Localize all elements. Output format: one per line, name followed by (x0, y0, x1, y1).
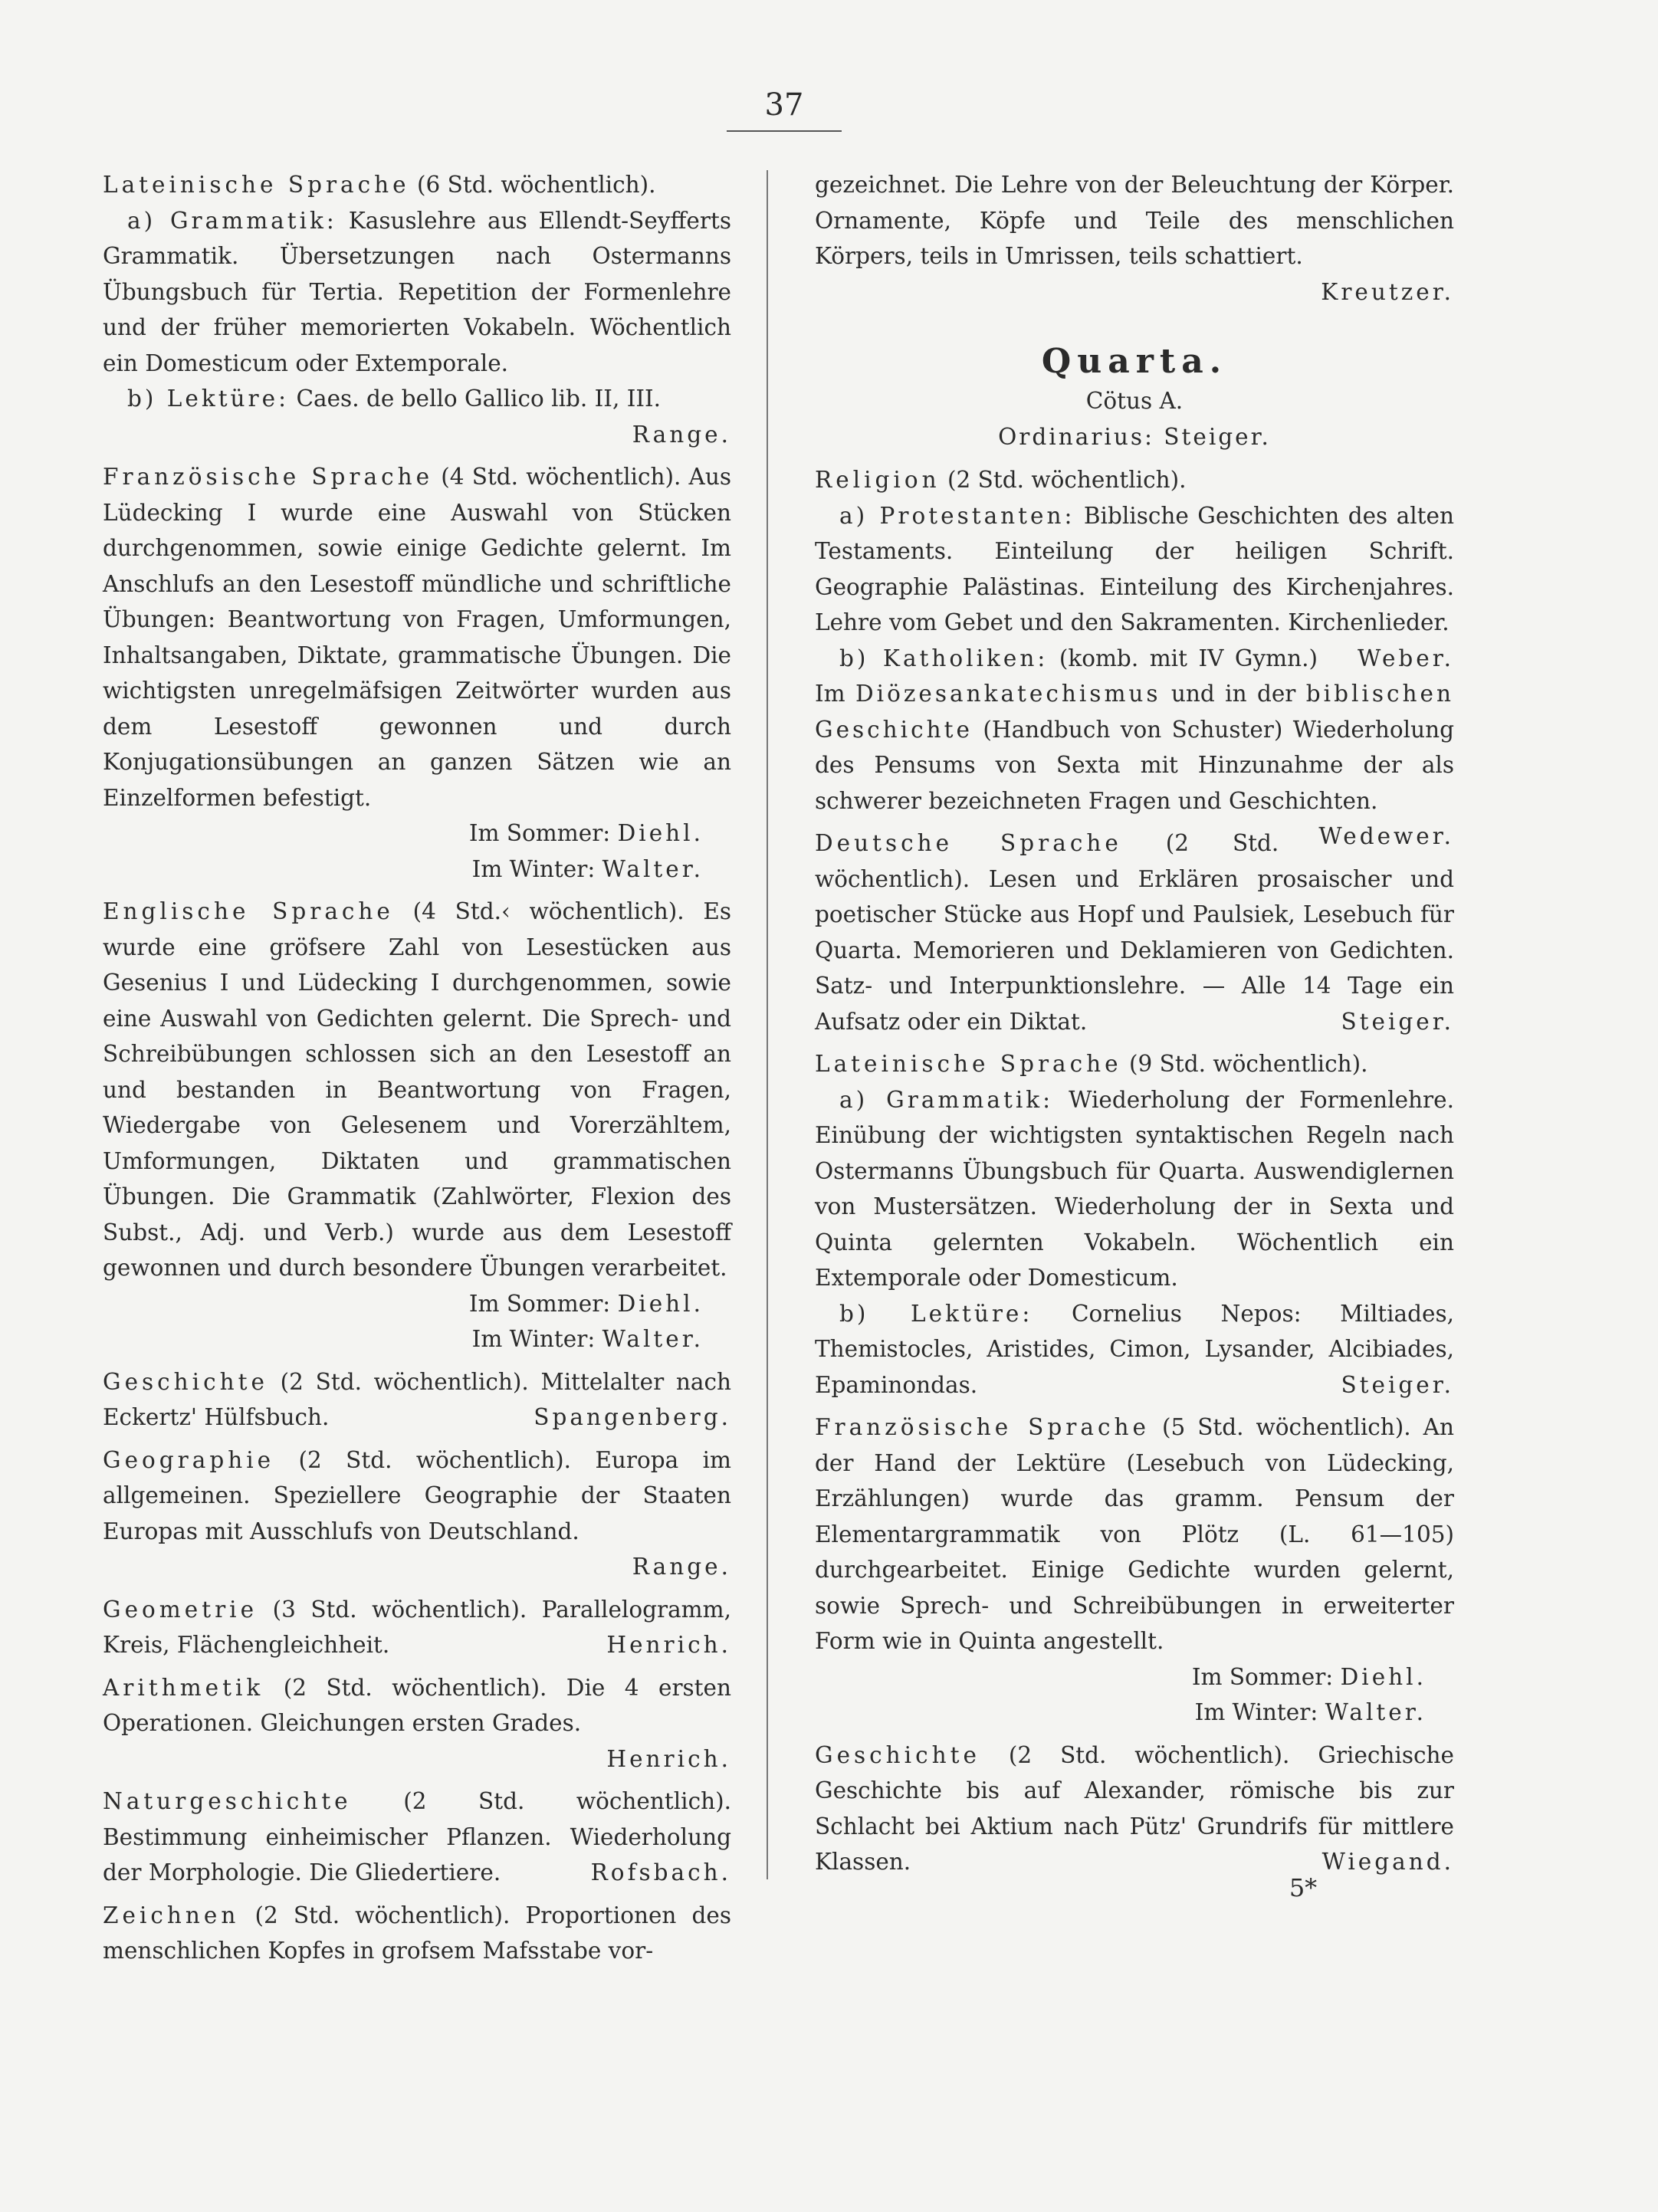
history-teacher: Spangenberg. (534, 1404, 731, 1430)
german-teacher: Steiger. (1341, 1008, 1454, 1035)
section-subtitle: Cötus A. (1085, 388, 1184, 414)
religion-b-text-2: und in der (1170, 681, 1296, 707)
latin-a-label: a) Grammatik: (127, 207, 337, 234)
french-text: (4 Std. wöchentlich). Aus Lüdecking I wurde eine Auswahl von Stücken durchgenommen, sowie einige Gedichte gelernt. Im Anschlufs an den Lesestoff mündliche und schriftliche Übungen: Beantwortung von Fragen, Umformungen, Inhaltsangaben, Diktate, grammatische Übungen. Die wichtigsten unregelmäfsigen Zeitwörter wurden aus dem Lesestoff gewonnen und durch Konjugationsübungen an ganzen Sätzen wie an Einzelformen befestigt. (103, 464, 731, 811)
geography-section (103, 1442, 731, 1585)
latin-b-label: b) Lektüre: (127, 386, 290, 412)
left-column (103, 167, 731, 1976)
french-summer: Im Sommer: Diehl. (468, 820, 704, 846)
page-number: 37 (764, 87, 804, 123)
geography-teacher: Range. (632, 1554, 731, 1580)
english-summer: Im Sommer: Diehl. (468, 1290, 704, 1317)
religion-a-label: a) Protestanten: (839, 502, 1075, 529)
french-quarta-section (815, 1410, 1454, 1731)
history-quarta-heading: Geschichte (815, 1741, 980, 1768)
latin-heading: Lateinische Sprache (103, 172, 410, 198)
french-quarta-summer: Im Sommer: Diehl. (1191, 1663, 1427, 1690)
religion-heading: Religion (815, 467, 941, 493)
drawing-heading: Zeichnen (103, 1902, 240, 1928)
religion-b-text-1: (komb. mit IV Gymn.) Im (815, 645, 1318, 707)
religion-a-teacher: Weber. (1358, 645, 1454, 671)
section-ordinarius: Ordinarius: Steiger. (998, 423, 1271, 450)
religion-b-bible-history: biblischen Geschichte (815, 681, 1454, 743)
religion-b-catechism: Diözesankatechismus (855, 681, 1161, 707)
drawing-text: (2 Std. wöchentlich). Proportionen des menschlichen Kopfes in grofsem Mafsstabe vor- (103, 1902, 731, 1964)
english-heading: Englische Sprache (103, 898, 394, 924)
signature-mark: 5* (1289, 1873, 1318, 1902)
religion-hours: (2 Std. wöchentlich). (947, 467, 1187, 493)
latin-b-text: Caes. de bello Gallico lib. II, III. (296, 386, 662, 412)
german-section (815, 825, 1454, 1039)
geometry-teacher: Henrich. (606, 1632, 731, 1658)
drawing-continued (815, 167, 1454, 310)
arithmetic-teacher: Henrich. (606, 1745, 731, 1772)
right-column (815, 167, 1454, 1887)
latin-section (103, 167, 731, 452)
history-quarta-teacher: Wiegand. (1321, 1849, 1454, 1875)
german-heading: Deutsche Sprache (815, 830, 1122, 856)
history-section (103, 1364, 731, 1436)
latin-quarta-b-label: b) Lektüre: (839, 1300, 1033, 1327)
latin-a-text: Kasuslehre aus Ellendt-Seyfferts Grammatik. Übersetzungen nach Ostermanns Übungsbuch für Tertia. Repetition der Formenlehre und der früher memorierten Vokabeln. Wöchentlich ein Domesticum oder Extemporale. (103, 207, 731, 376)
latin-quarta-hours: (9 Std. wöchentlich). (1129, 1051, 1368, 1077)
arithmetic-heading: Arithmetik (103, 1674, 264, 1701)
english-text: (4 Std.‹ wöchentlich). Es wurde eine gröfsere Zahl von Lesestücken aus Gesenius I und Lüdecking I durchgenommen, sowie eine Auswahl von Gedichten gelernt. Die Sprech- und Schreibübungen schlossen sich an den Lesestoff an und bestanden in Beantwortung von Fragen, Wiedergabe von Gelesenem und Vorerzähltem, Umformungen, Diktaten und grammatischen Übungen. Die Grammatik (Zahlwörter, Flexion des Subst., Adj. und Verb.) wurde aus dem Lesestoff gewonnen und durch besondere Übungen verarbeitet. (103, 898, 732, 1281)
geometry-heading: Geometrie (103, 1596, 258, 1623)
english-section (103, 894, 731, 1357)
natural-history-section (103, 1784, 731, 1891)
religion-b-label: b) Katholiken: (839, 645, 1049, 671)
latin-quarta-teacher: Steiger. (1341, 1371, 1454, 1398)
geometry-section (103, 1592, 731, 1663)
history-heading: Geschichte (103, 1368, 268, 1395)
latin-quarta-a-label: a) Grammatik: (839, 1086, 1054, 1113)
french-section (103, 459, 731, 887)
drawing-teacher: Kreutzer. (1321, 278, 1454, 305)
column-divider (767, 170, 768, 1879)
geography-heading: Geographie (103, 1446, 275, 1473)
french-heading: Französische Sprache (103, 464, 434, 490)
natural-history-text: (2 Std. wöchentlich). Bestimmung einheimischer Pflanzen. Wiederholung der Morphologie. Die Gliedertiere. (103, 1788, 731, 1885)
french-quarta-heading: Französische Sprache (815, 1414, 1150, 1440)
history-quarta-section (815, 1738, 1454, 1880)
french-quarta-text: (5 Std. wöchentlich). An der Hand der Lektüre (Lesebuch von Lüdecking, Erzählungen) wurde das gramm. Pensum der Elementargrammatik von Plötz (L. 61—105) durchgearbeitet. Einige Gedichte wurden gelernt, sowie Sprech- und Schreibübungen in erweiterter Form wie in Quinta angestellt. (815, 1414, 1454, 1654)
header-rule (727, 130, 842, 132)
history-quarta-text: (2 Std. wöchentlich). Griechische Geschichte bis auf Alexander, römische bis zur Schlacht bei Aktium nach Pütz' Grundrifs für mittlere Klassen. (815, 1741, 1454, 1875)
natural-history-teacher: Rofsbach. (590, 1859, 731, 1885)
religion-a-text: Biblische Geschichten des alten Testaments. Einteilung der heiligen Schrift. Geographie Palästinas. Einteilung des Kirchenjahres. Lehre vom Gebet und den Sakramenten. Kirchenlieder. (815, 502, 1454, 635)
latin-quarta-section (815, 1046, 1454, 1403)
natural-history-heading: Naturgeschichte (103, 1788, 352, 1814)
section-title: Quarta. (1041, 342, 1228, 381)
arithmetic-section (103, 1670, 731, 1777)
latin-quarta-a-text: Wiederholung der Formenlehre. Einübung der wichtigsten syntaktischen Regeln nach Ostermanns Übungsbuch für Quarta. Auswendiglernen von Mustersätzen. Wiederholung der in Sexta und Quinta gelernten Vokabeln. Wöchentlich ein Extemporale oder Domesticum. (815, 1086, 1454, 1291)
history-text: (2 Std. wöchentlich). Mittelalter nach Eckertz' Hülfsbuch. (103, 1368, 731, 1430)
latin-quarta-heading: Lateinische Sprache (815, 1051, 1122, 1077)
latin-teacher: Range. (632, 421, 731, 448)
religion-b-text-3: (Handbuch von Schuster) Wiederholung des Pensums von Sexta mit Hinzunahme der als schwerer bezeichneten Fragen und Geschichten. (815, 716, 1454, 814)
latin-hours: (6 Std. wöchentlich). (417, 172, 656, 198)
geometry-text: (3 Std. wöchentlich). Parallelogramm, Kreis, Flächengleichheit. (103, 1596, 731, 1658)
french-winter: Im Winter: Walter. (471, 855, 704, 882)
religion-b-teacher: Wedewer. (1318, 823, 1454, 849)
german-text: (2 Std. wöchentlich). Lesen und Erklären prosaischer und poetischer Stücke aus Hopf und Paulsiek, Lesebuch für Quarta. Memorieren und Deklamieren von Gedichten. Satz- und Interpunktionslehre. — Alle 14 Tage ein Aufsatz oder ein Diktat. (815, 830, 1454, 1035)
latin-quarta-b-text: Cornelius Nepos: Miltiades, Themistocles, Aristides, Cimon, Lysander, Alcibiades, Epaminondas. (815, 1300, 1454, 1398)
french-quarta-winter: Im Winter: Walter. (1194, 1699, 1427, 1725)
english-winter: Im Winter: Walter. (471, 1326, 704, 1352)
geography-text: (2 Std. wöchentlich). Europa im allgemeinen. Speziellere Geographie der Staaten Europas mit Ausschlufs von Deutschland. (103, 1446, 731, 1544)
drawing-section (103, 1898, 731, 1969)
arithmetic-text: (2 Std. wöchentlich). Die 4 ersten Operationen. Gleichungen ersten Grades. (103, 1674, 731, 1736)
drawing-continued-text: gezeichnet. Die Lehre von der Beleuchtung der Körper. Ornamente, Köpfe und Teile des menschlichen Körpers, teils in Umrissen, teils schattiert. (815, 172, 1454, 269)
